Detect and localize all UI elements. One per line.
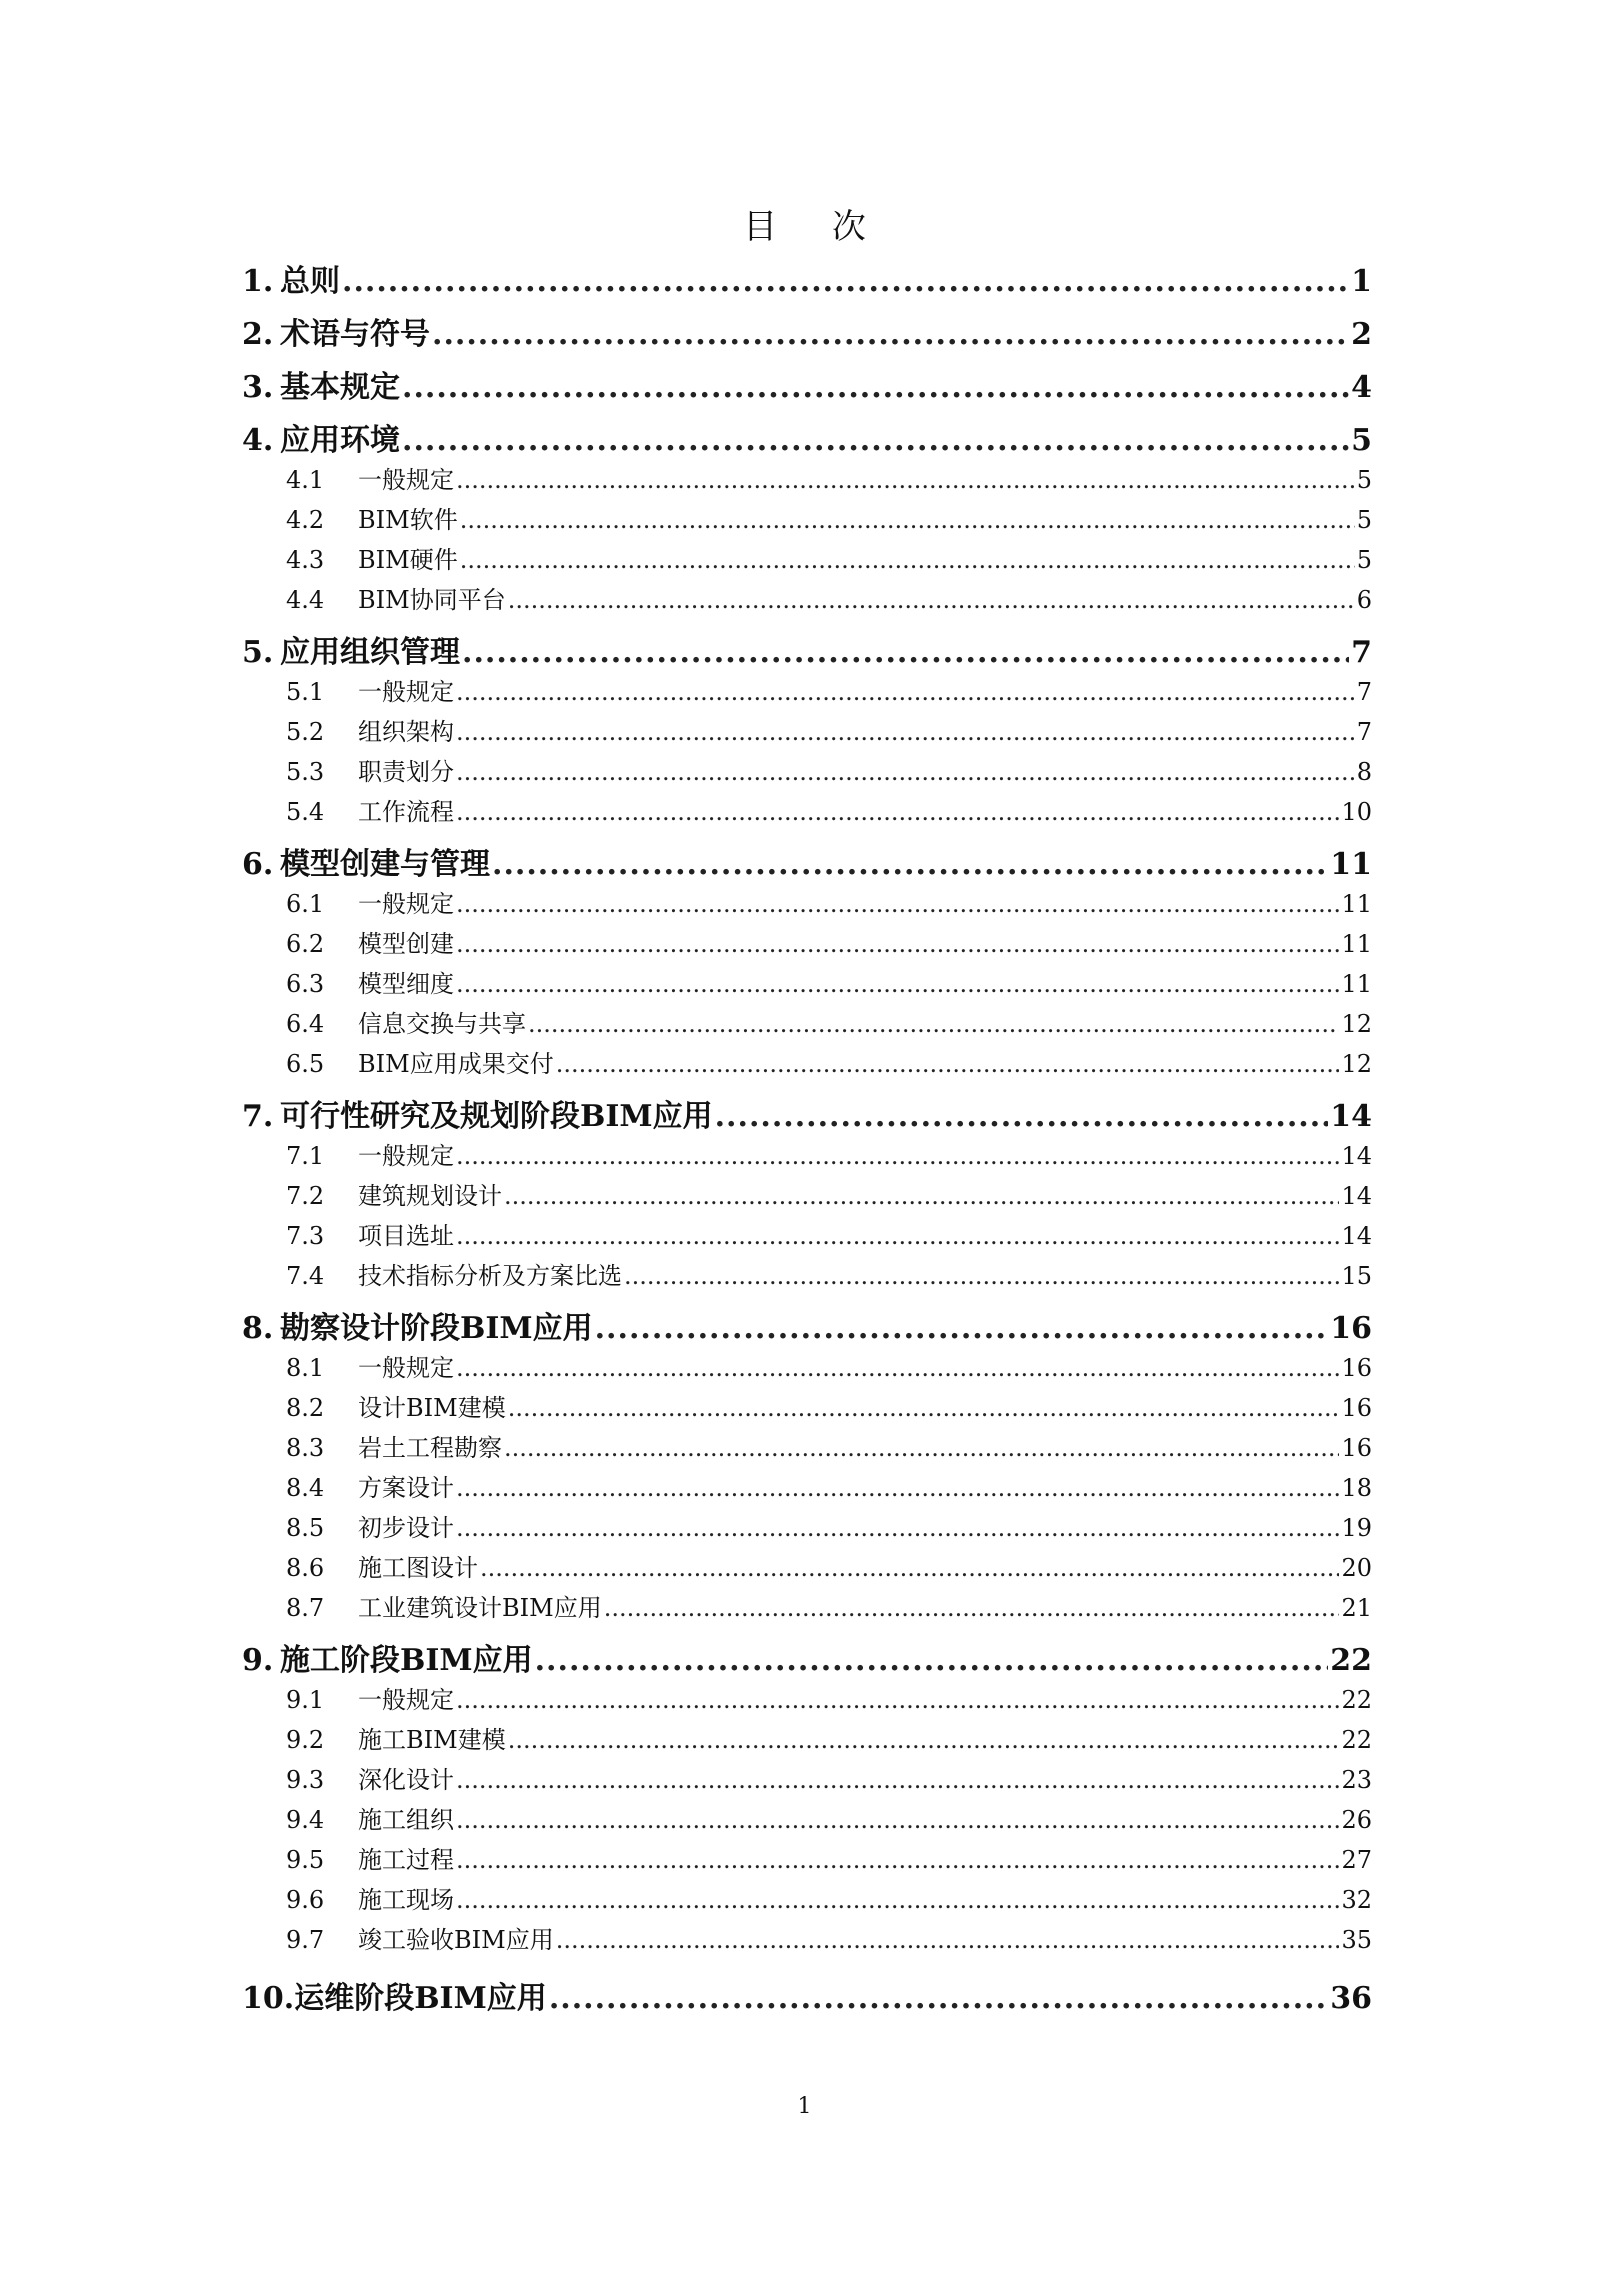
toc-section-entry[interactable] (286, 1136, 1372, 1176)
toc-entry-page-number: 14 (1330, 1099, 1372, 1134)
toc-section-entry[interactable] (286, 500, 1372, 540)
dot-leader (402, 364, 1349, 412)
toc-entry-title: 施工BIM建模 (358, 1726, 506, 1754)
dot-leader (402, 417, 1349, 465)
toc-section-entry[interactable] (286, 752, 1372, 792)
toc-section-entry[interactable] (286, 712, 1372, 752)
toc-entry-page-number: 7 (1356, 718, 1372, 746)
dot-leader (456, 1760, 1339, 1800)
dot-leader (508, 580, 1355, 620)
toc-entry-page-number: 27 (1341, 1846, 1372, 1874)
toc-entry-page-number: 16 (1341, 1394, 1372, 1422)
toc-entry-title: 运维阶段BIM应用 (294, 1981, 547, 2016)
toc-entry-page-number: 12 (1341, 1050, 1372, 1078)
dot-leader (462, 629, 1349, 677)
toc-entry-number: 9.4 (286, 1806, 325, 1834)
dot-leader (456, 1840, 1339, 1880)
toc-section-entry[interactable] (286, 1508, 1372, 1548)
toc-entry-title: 工作流程 (358, 798, 454, 826)
toc-section-entry[interactable] (286, 1548, 1372, 1588)
toc-entry-title: 深化设计 (358, 1766, 454, 1794)
toc-entry-number: 10. (242, 1981, 295, 2016)
toc-entry-title: 一般规定 (358, 890, 454, 918)
toc-section-entry[interactable] (286, 672, 1372, 712)
toc-chapter-entry[interactable] (242, 1975, 1372, 2023)
toc-chapter-entry[interactable] (242, 841, 1372, 889)
toc-entry-number: 8. (242, 1311, 274, 1346)
toc-entry-page-number: 7 (1356, 678, 1372, 706)
toc-entry-page-number: 14 (1341, 1182, 1372, 1210)
toc-entry-number: 8.5 (286, 1514, 325, 1542)
toc-entry-number: 6.4 (286, 1010, 325, 1038)
page-title: 目 次 (743, 207, 888, 247)
toc-section-entry[interactable] (286, 964, 1372, 1004)
toc-entry-number: 6.3 (286, 970, 325, 998)
toc-entry-page-number: 23 (1341, 1766, 1372, 1794)
toc-entry-number: 5.1 (286, 678, 325, 706)
toc-entry-page-number: 16 (1330, 1311, 1372, 1346)
dot-leader (456, 1508, 1339, 1548)
toc-chapter-entry[interactable] (242, 1637, 1372, 1685)
toc-entry-title: 模型创建与管理 (280, 847, 490, 882)
dot-leader (492, 841, 1328, 889)
toc-entry-number: 5.2 (286, 718, 325, 746)
toc-section-entry[interactable] (286, 1680, 1372, 1720)
toc-section-entry[interactable] (286, 1044, 1372, 1084)
toc-entry-page-number: 6 (1356, 586, 1372, 614)
dot-leader (456, 1348, 1339, 1388)
dot-leader (456, 884, 1339, 924)
toc-entry-number: 7. (242, 1099, 274, 1134)
toc-entry-title: BIM硬件 (358, 546, 458, 574)
toc-entry-page-number: 11 (1330, 847, 1372, 882)
toc-entry-number: 9.3 (286, 1766, 325, 1794)
dot-leader (595, 1305, 1329, 1353)
toc-entry-number: 9.2 (286, 1726, 325, 1754)
dot-leader (456, 672, 1355, 712)
toc-section-entry[interactable] (286, 924, 1372, 964)
toc-entry-number: 4.3 (286, 546, 325, 574)
toc-entry-title: 施工组织 (358, 1806, 454, 1834)
toc-entry-page-number: 22 (1341, 1726, 1372, 1754)
dot-leader (460, 500, 1355, 540)
toc-entry-title: 基本规定 (280, 370, 400, 405)
dot-leader (456, 1880, 1339, 1920)
toc-section-entry[interactable] (286, 1176, 1372, 1216)
dot-leader (549, 1975, 1328, 2023)
toc-entry-title: 初步设计 (358, 1514, 454, 1542)
toc-entry-title: 竣工验收BIM应用 (358, 1926, 554, 1954)
toc-entry-title: 施工现场 (358, 1886, 454, 1914)
dot-leader (456, 1468, 1339, 1508)
dot-leader (460, 540, 1355, 580)
toc-entry-number: 8.1 (286, 1354, 325, 1382)
toc-entry-number: 3. (242, 370, 274, 405)
toc-entry-page-number: 21 (1341, 1594, 1372, 1622)
toc-entry-number: 5. (242, 635, 274, 670)
toc-chapter-entry[interactable] (242, 417, 1372, 465)
toc-entry-page-number: 36 (1330, 1981, 1372, 2016)
toc-entry-number: 7.4 (286, 1262, 325, 1290)
toc-entry-title: 可行性研究及规划阶段BIM应用 (280, 1099, 713, 1134)
toc-section-entry[interactable] (286, 1920, 1372, 1960)
dot-leader (456, 964, 1339, 1004)
dot-leader (456, 924, 1339, 964)
toc-section-entry[interactable] (286, 1468, 1372, 1508)
toc-chapter-entry[interactable] (242, 1093, 1372, 1141)
toc-section-entry[interactable] (286, 1216, 1372, 1256)
toc-entry-page-number: 5 (1356, 546, 1372, 574)
toc-section-entry[interactable] (286, 1256, 1372, 1296)
toc-section-entry[interactable] (286, 540, 1372, 580)
toc-entry-page-number: 4 (1351, 370, 1372, 405)
toc-entry-page-number: 11 (1341, 970, 1372, 998)
toc-entry-number: 7.1 (286, 1142, 325, 1170)
dot-leader (528, 1004, 1339, 1044)
toc-entry-number: 4. (242, 423, 274, 458)
toc-entry-page-number: 22 (1341, 1686, 1372, 1714)
toc-entry-title: BIM应用成果交付 (358, 1050, 554, 1078)
toc-entry-title: 施工阶段BIM应用 (280, 1643, 533, 1678)
toc-entry-title: 设计BIM建模 (358, 1394, 506, 1422)
toc-entry-title: 施工图设计 (358, 1554, 478, 1582)
toc-entry-page-number: 7 (1351, 635, 1372, 670)
dot-leader (504, 1176, 1339, 1216)
toc-section-entry[interactable] (286, 1840, 1372, 1880)
toc-entry-number: 5.4 (286, 798, 325, 826)
toc-entry-number: 7.2 (286, 1182, 325, 1210)
toc-entry-page-number: 5 (1356, 506, 1372, 534)
toc-section-entry[interactable] (286, 1800, 1372, 1840)
dot-leader (624, 1256, 1339, 1296)
dot-leader (456, 752, 1355, 792)
dot-leader (504, 1428, 1339, 1468)
dot-leader (556, 1920, 1340, 1960)
toc-entry-number: 6.5 (286, 1050, 325, 1078)
toc-entry-number: 6.2 (286, 930, 325, 958)
toc-entry-title: 应用组织管理 (280, 635, 460, 670)
toc-chapter-entry[interactable] (242, 629, 1372, 677)
dot-leader (508, 1388, 1340, 1428)
toc-entry-title: 模型细度 (358, 970, 454, 998)
dot-leader (456, 1136, 1339, 1176)
toc-section-entry[interactable] (286, 1388, 1372, 1428)
dot-leader (342, 258, 1349, 306)
dot-leader (456, 1216, 1339, 1256)
toc-chapter-entry[interactable] (242, 258, 1372, 306)
toc-entry-page-number: 10 (1341, 798, 1372, 826)
toc-entry-number: 9. (242, 1643, 274, 1678)
toc-entry-page-number: 19 (1341, 1514, 1372, 1542)
toc-entry-page-number: 8 (1356, 758, 1372, 786)
toc-entry-page-number: 22 (1330, 1643, 1372, 1678)
toc-section-entry[interactable] (286, 1348, 1372, 1388)
toc-entry-title: 一般规定 (358, 678, 454, 706)
toc-section-entry[interactable] (286, 1760, 1372, 1800)
toc-entry-page-number: 5 (1351, 423, 1372, 458)
toc-entry-number: 5.3 (286, 758, 325, 786)
toc-entry-title: 勘察设计阶段BIM应用 (280, 1311, 593, 1346)
toc-entry-title: 岩土工程勘察 (358, 1434, 502, 1462)
toc-entry-title: 项目选址 (358, 1222, 454, 1250)
toc-entry-title: 建筑规划设计 (358, 1182, 502, 1210)
toc-entry-page-number: 1 (1351, 264, 1372, 299)
toc-entry-page-number: 11 (1341, 930, 1372, 958)
toc-entry-page-number: 14 (1341, 1142, 1372, 1170)
toc-entry-number: 9.1 (286, 1686, 325, 1714)
toc-entry-title: 信息交换与共享 (358, 1010, 526, 1038)
toc-entry-number: 8.7 (286, 1594, 325, 1622)
toc-entry-page-number: 16 (1341, 1434, 1372, 1462)
toc-entry-number: 6. (242, 847, 274, 882)
dot-leader (480, 1548, 1339, 1588)
toc-entry-title: 工业建筑设计BIM应用 (358, 1594, 602, 1622)
toc-section-entry[interactable] (286, 1428, 1372, 1468)
toc-chapter-entry[interactable] (242, 311, 1372, 359)
toc-entry-title: BIM协同平台 (358, 586, 506, 614)
toc-entry-title: 一般规定 (358, 1142, 454, 1170)
dot-leader (456, 712, 1355, 752)
toc-entry-title: 术语与符号 (280, 317, 430, 352)
toc-entry-title: 一般规定 (358, 1686, 454, 1714)
toc-entry-title: 组织架构 (358, 718, 454, 746)
toc-entry-page-number: 14 (1341, 1222, 1372, 1250)
toc-entry-number: 8.4 (286, 1474, 325, 1502)
toc-entry-page-number: 12 (1341, 1010, 1372, 1038)
toc-entry-number: 9.5 (286, 1846, 325, 1874)
toc-entry-title: 施工过程 (358, 1846, 454, 1874)
dot-leader (432, 311, 1349, 359)
toc-entry-number: 4.2 (286, 506, 325, 534)
dot-leader (456, 1800, 1339, 1840)
toc-entry-number: 1. (242, 264, 274, 299)
toc-entry-page-number: 16 (1341, 1354, 1372, 1382)
page-number: 1 (797, 2094, 812, 2119)
toc-entry-number: 9.6 (286, 1886, 325, 1914)
toc-entry-page-number: 20 (1341, 1554, 1372, 1582)
toc-entry-page-number: 2 (1351, 317, 1372, 352)
toc-entry-number: 7.3 (286, 1222, 325, 1250)
toc-section-entry[interactable] (286, 884, 1372, 924)
toc-entry-page-number: 18 (1341, 1474, 1372, 1502)
toc-section-entry[interactable] (286, 1880, 1372, 1920)
toc-section-entry[interactable] (286, 1004, 1372, 1044)
toc-section-entry[interactable] (286, 1720, 1372, 1760)
toc-entry-title: 模型创建 (358, 930, 454, 958)
toc-entry-title: BIM软件 (358, 506, 458, 534)
toc-section-entry[interactable] (286, 460, 1372, 500)
toc-entry-page-number: 5 (1356, 466, 1372, 494)
dot-leader (535, 1637, 1329, 1685)
toc-entry-number: 4.1 (286, 466, 325, 494)
dot-leader (715, 1093, 1329, 1141)
toc-entry-page-number: 11 (1341, 890, 1372, 918)
toc-entry-title: 应用环境 (280, 423, 400, 458)
toc-chapter-entry[interactable] (242, 364, 1372, 412)
toc-entry-title: 职责划分 (358, 758, 454, 786)
toc-chapter-entry[interactable] (242, 1305, 1372, 1353)
toc-entry-title: 技术指标分析及方案比选 (358, 1262, 622, 1290)
toc-entry-number: 9.7 (286, 1926, 325, 1954)
toc-section-entry[interactable] (286, 580, 1372, 620)
toc-entry-number: 6.1 (286, 890, 325, 918)
toc-entry-page-number: 15 (1341, 1262, 1372, 1290)
dot-leader (456, 460, 1355, 500)
toc-entry-number: 8.2 (286, 1394, 325, 1422)
dot-leader (456, 1680, 1339, 1720)
dot-leader (456, 792, 1339, 832)
dot-leader (556, 1044, 1340, 1084)
toc-entry-title: 一般规定 (358, 1354, 454, 1382)
toc-entry-number: 4.4 (286, 586, 325, 614)
toc-section-entry[interactable] (286, 792, 1372, 832)
dot-leader (508, 1720, 1340, 1760)
toc-entry-number: 8.3 (286, 1434, 325, 1462)
toc-entry-title: 总则 (280, 264, 340, 299)
toc-entry-page-number: 32 (1341, 1886, 1372, 1914)
toc-entry-number: 2. (242, 317, 274, 352)
toc-entry-page-number: 26 (1341, 1806, 1372, 1834)
dot-leader (604, 1588, 1340, 1628)
toc-entry-page-number: 35 (1341, 1926, 1372, 1954)
toc-entry-number: 8.6 (286, 1554, 325, 1582)
toc-section-entry[interactable] (286, 1588, 1372, 1628)
toc-entry-title: 方案设计 (358, 1474, 454, 1502)
toc-entry-title: 一般规定 (358, 466, 454, 494)
